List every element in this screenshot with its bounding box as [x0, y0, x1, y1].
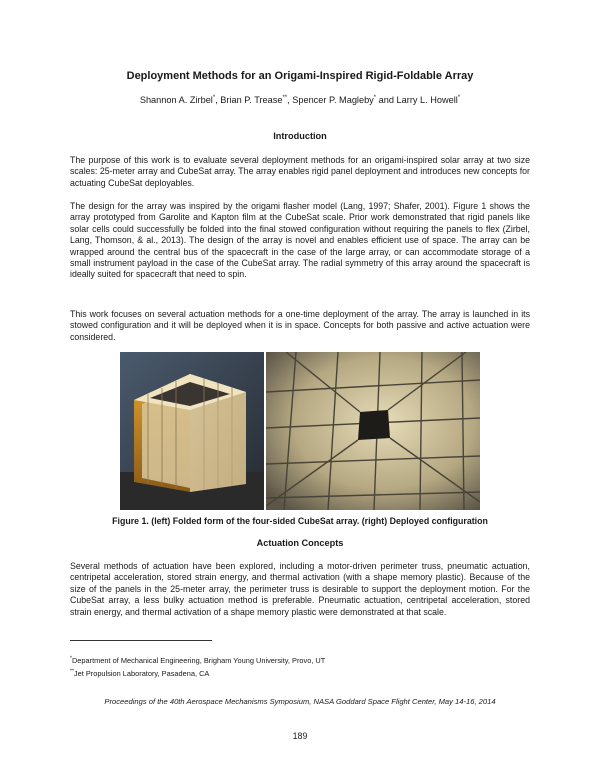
- author-affiliation-mark: **: [282, 94, 288, 101]
- author-howell: and Larry L. Howell: [376, 95, 458, 105]
- author-affiliation-mark: *: [212, 94, 216, 101]
- footnote-1: [70, 656, 325, 665]
- footnote-divider: [70, 640, 212, 641]
- paper-title: Deployment Methods for an Origami-Inspired Rigid-Foldable Array: [126, 70, 474, 82]
- folded-array-illustration: [120, 352, 264, 510]
- section-heading-introduction: Introduction: [273, 131, 327, 141]
- footnote-mark: *: [70, 655, 72, 662]
- intro-paragraph-2: The design for the array was inspired by the origami flasher model (Lang, 1997; Shafer, 2001). Figure 1 shows the array prototyped from Garolite and Kapton film at the CubeSat scale. Prior work demonstrated that rigid panels like solar cells could successfully be folded into the final stowed configuration without requiring the panels to flex (Zirbel, Lang, Thomson, & al., 2013). The design of the array is novel and enables efficient use of space. The array can be wrapped around the central bus of the spacecraft in the case of the large array, or can accommodate storage of a small instrument payload in the case of the CubeSat array. The radial symmetry of this array around the spacecraft is ideally suited for spacecraft that need to spin.: [70, 201, 530, 280]
- figure-caption: Figure 1. (left) Folded form of the four-sided CubeSat array. (right) Deployed configuration: [112, 516, 488, 526]
- section-heading-actuation: Actuation Concepts: [256, 538, 344, 548]
- author-magleby: , Spencer P. Magleby: [287, 95, 374, 105]
- author-trease: , Brian P. Trease: [215, 95, 283, 105]
- page-number: 189: [292, 731, 308, 741]
- author-zirbel: Shannon A. Zirbel: [139, 95, 213, 105]
- proceedings-line: Proceedings of the 40th Aerospace Mechanisms Symposium, NASA Goddard Space Flight Center, May 14-16, 2014: [104, 697, 496, 706]
- author-affiliation-mark: *: [373, 94, 377, 101]
- footnote-2: [70, 669, 209, 678]
- author-affiliation-mark: *: [457, 94, 461, 101]
- intro-paragraph-1: The purpose of this work is to evaluate several deployment methods for an origami-inspired solar array at two size scales: 25-meter array and CubeSat array. The array enables rigid panel deployment and introduces new concepts for actuating CubeSat deployables.: [70, 155, 530, 188]
- figure-folded-array-image: [120, 352, 264, 510]
- author-line: [0, 95, 600, 105]
- intro-paragraph-3: This work focuses on several actuation methods for a one-time deployment of the array. The array is launched in its stowed configuration and it will be deployed when it is in space. Concepts for both passive and active actuation were considered.: [70, 309, 530, 342]
- footnote-text: Department of Mechanical Engineering, Brigham Young University, Provo, UT: [71, 656, 326, 665]
- actuation-paragraph-1: Several methods of actuation have been explored, including a motor-driven perimeter truss, pneumatic actuation, centripetal acceleration, stored strain energy, and thermal activation (with a shape memory plastic). Because of the size of the panels in the 25-meter array, the perimeter truss is desirable to support the deployment motion. For the CubeSat array, a less bulky actuation method is preferable. Pneumatic actuation, centripetal acceleration, stored strain energy, and thermal activation of a shape memory plastic were demonstrated at that scale.: [70, 561, 530, 617]
- footnote-mark: **: [70, 668, 74, 675]
- figure-deployed-array-image: [266, 352, 480, 510]
- footnote-text: Jet Propulsion Laboratory, Pasadena, CA: [73, 669, 210, 678]
- deployed-array-illustration: [266, 352, 480, 510]
